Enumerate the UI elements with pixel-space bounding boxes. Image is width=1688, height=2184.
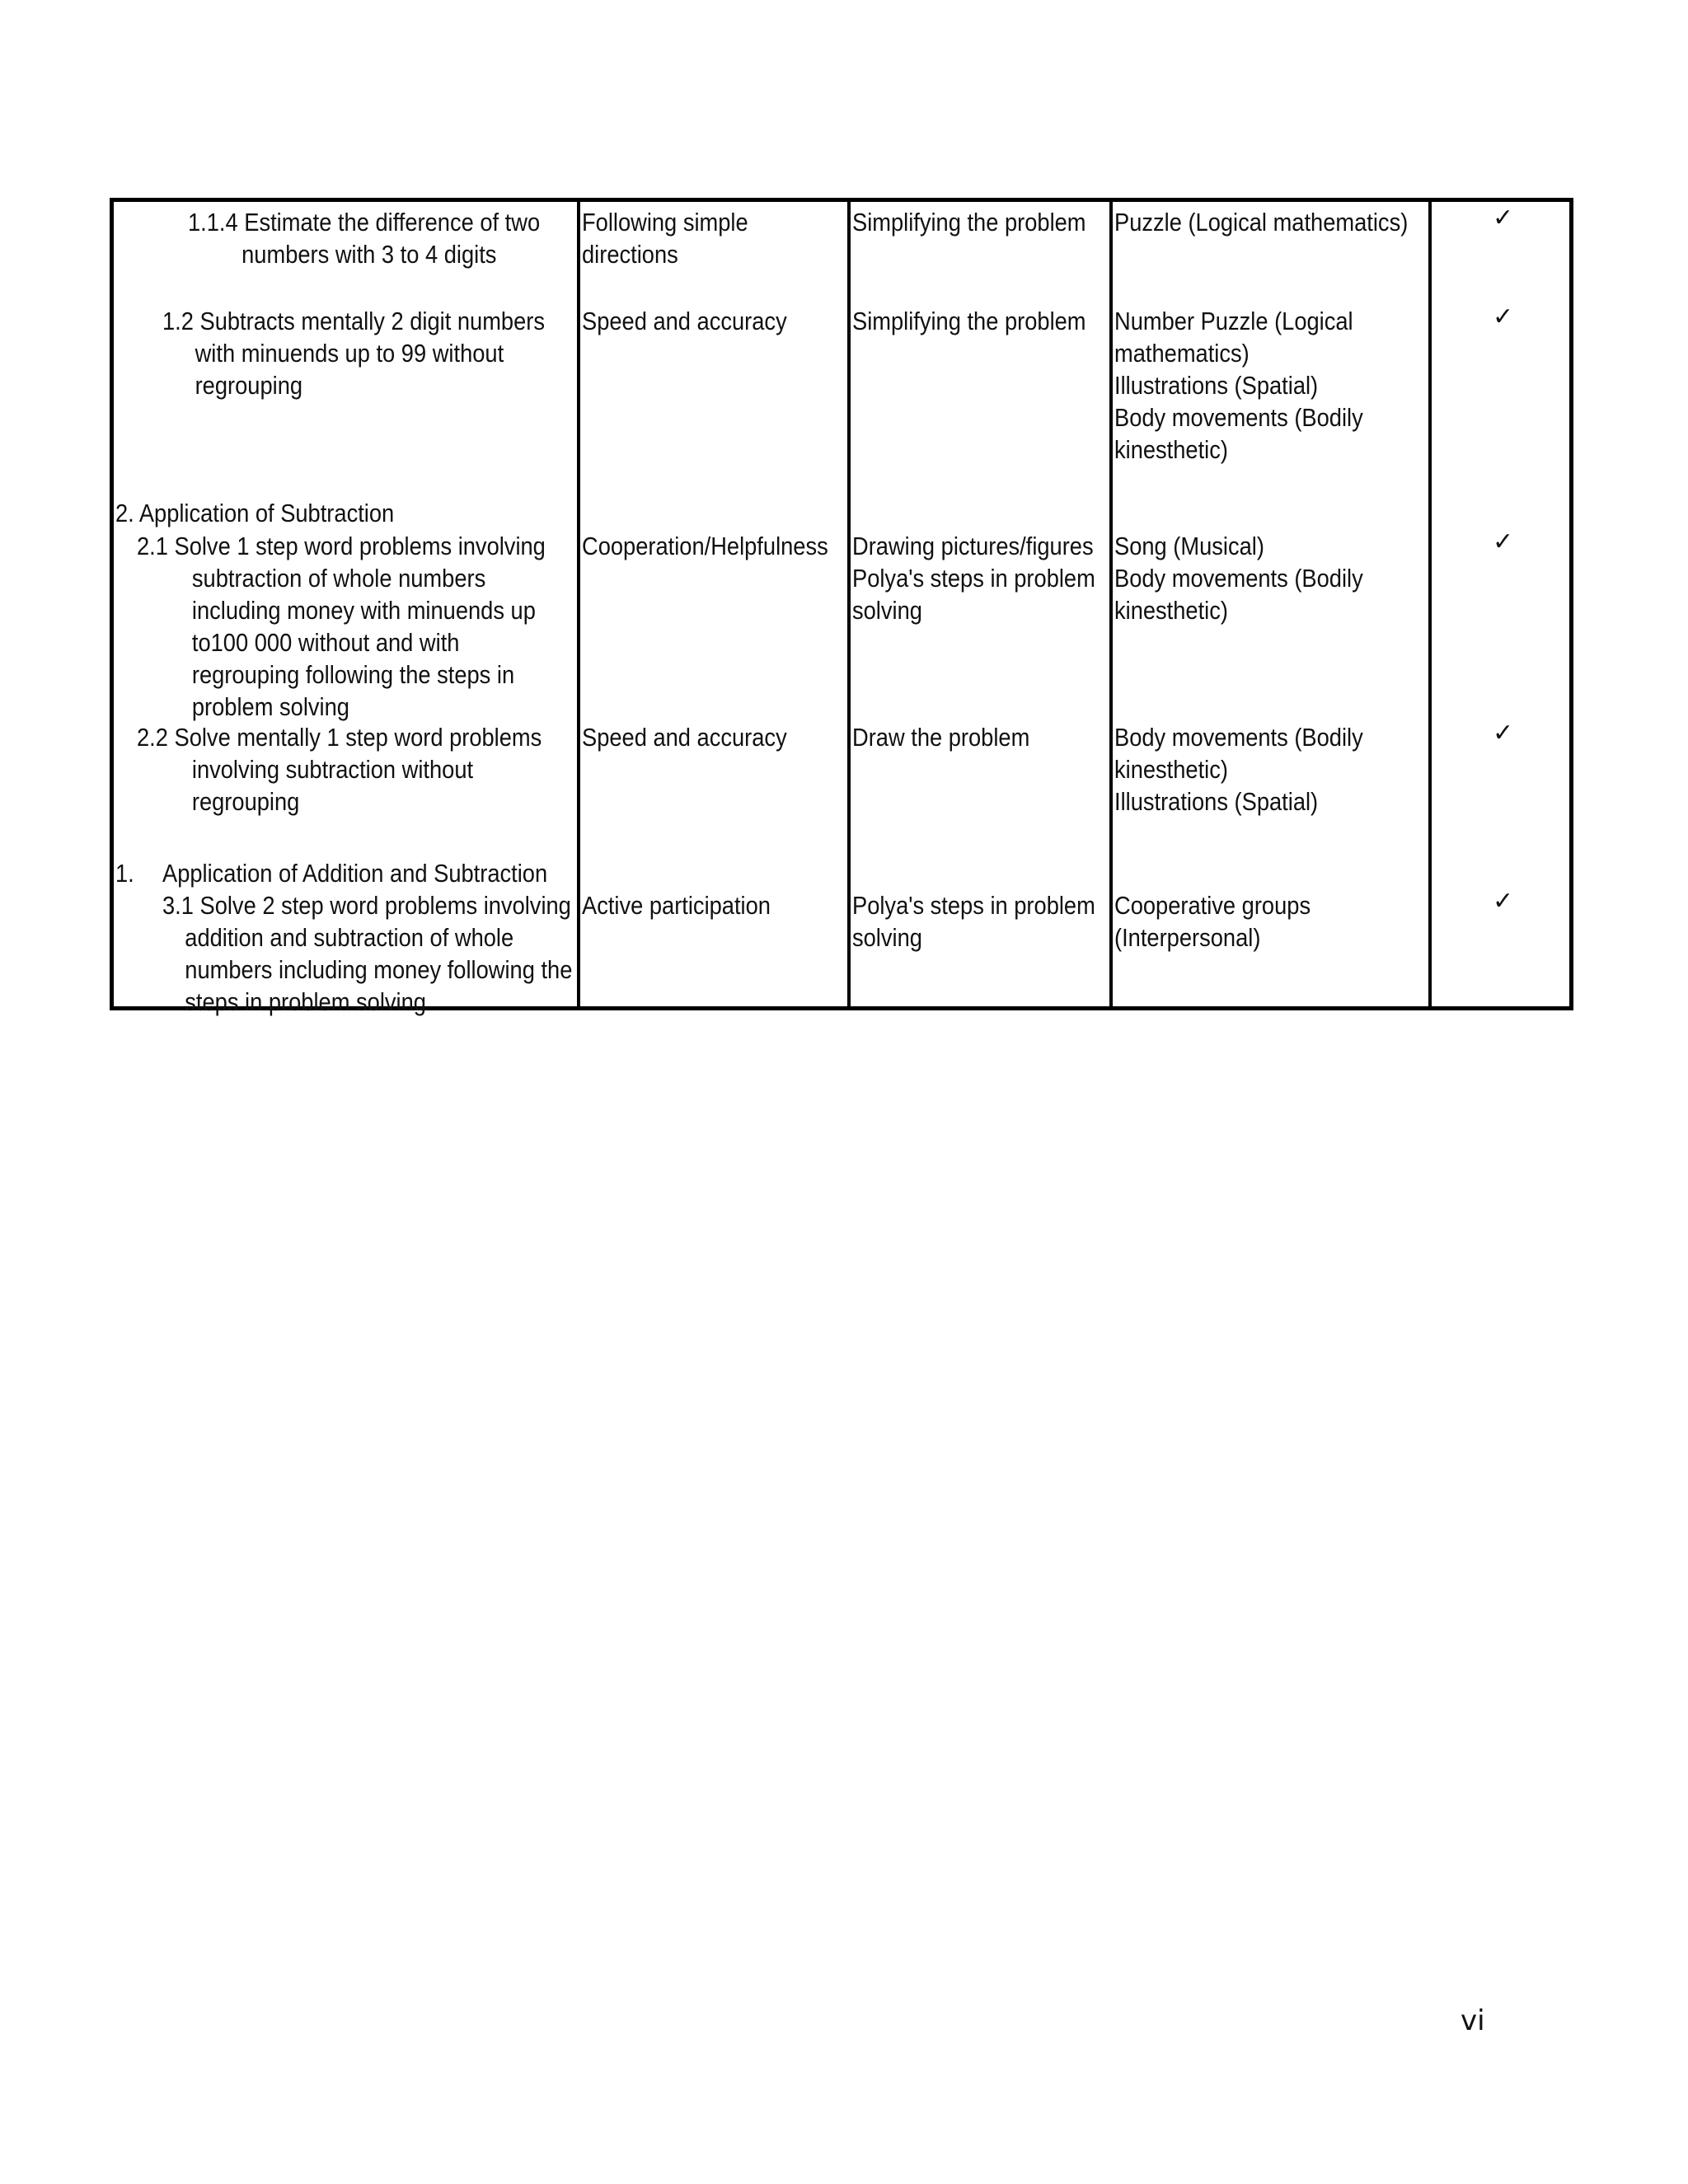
check-mark-icon: ✓	[1493, 719, 1514, 748]
intelligence-cell: Song (Musical) Body movements (Bodily kinesthetic)	[1114, 532, 1363, 625]
section-heading-number: 1.	[115, 859, 134, 888]
values-cell: Speed and accuracy	[582, 307, 787, 335]
objective-cell: 2.2 Solve mentally 1 step word problems involving subtraction without regrouping	[137, 723, 542, 816]
check-mark-icon: ✓	[1493, 887, 1514, 916]
page-number: vi	[1461, 2004, 1485, 2037]
objective-cell: 1.2 Subtracts mentally 2 digit numbers with minuends up to 99 without regrouping	[162, 307, 545, 400]
objective-cell: 3.1 Solve 2 step word problems involving addition and subtraction of whole numbers including money following the steps in problem solving	[162, 891, 573, 1016]
strategy-cell: Drawing pictures/figures Polya's steps in problem solving	[852, 532, 1095, 625]
strategy-cell: Polya's steps in problem solving	[852, 891, 1095, 952]
curriculum-table	[110, 198, 1573, 1016]
check-mark-icon: ✓	[1493, 527, 1514, 556]
intelligence-cell: Number Puzzle (Logical mathematics) Illustrations (Spatial) Body movements (Bodily kinesthetic)	[1114, 307, 1363, 464]
check-mark-icon: ✓	[1493, 204, 1514, 232]
check-mark-icon: ✓	[1493, 302, 1514, 331]
column-divider	[1109, 202, 1113, 1006]
column-divider	[577, 202, 580, 1006]
strategy-cell: Simplifying the problem	[852, 307, 1086, 335]
intelligence-cell: Puzzle (Logical mathematics)	[1114, 208, 1409, 237]
intelligence-cell: Cooperative groups (Interpersonal)	[1114, 891, 1311, 952]
objective-cell: 2.1 Solve 1 step word problems involving subtraction of whole numbers including money with minuends up to100 000 without and with regrouping following the steps in problem solving	[137, 532, 546, 721]
strategy-cell: Draw the problem	[852, 723, 1030, 752]
section-heading: Application of Addition and Subtraction	[162, 859, 548, 888]
section-heading: 2. Application of Subtraction	[115, 499, 395, 527]
column-divider	[1428, 202, 1432, 1006]
values-cell: Cooperation/Helpfulness	[582, 532, 828, 560]
objective-cell: 1.1.4 Estimate the difference of two numbers with 3 to 4 digits	[188, 208, 541, 269]
values-cell: Active participation	[582, 891, 771, 920]
values-cell: Speed and accuracy	[582, 723, 787, 752]
strategy-cell: Simplifying the problem	[852, 208, 1086, 237]
values-cell: Following simple directions	[582, 208, 748, 269]
intelligence-cell: Body movements (Bodily kinesthetic) Illustrations (Spatial)	[1114, 723, 1363, 816]
column-divider	[847, 202, 851, 1006]
